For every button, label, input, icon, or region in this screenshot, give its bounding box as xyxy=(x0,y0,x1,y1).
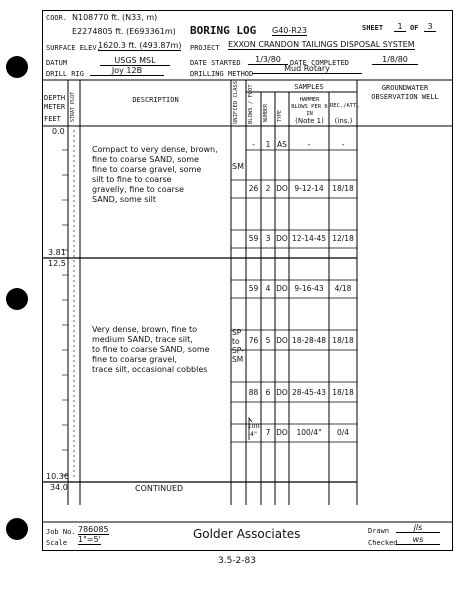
job-no-label: Job No. xyxy=(46,528,76,536)
number-header: NUMBER xyxy=(263,103,269,122)
unified-class-header: UNIFIED CLASS xyxy=(233,80,239,124)
sample-hammer: 100/4" xyxy=(296,428,322,437)
sample-blows: 76 xyxy=(248,336,259,345)
sample-type: DO xyxy=(276,184,288,193)
date-completed-label: DATE COMPLETED xyxy=(290,59,350,67)
layer-2-description: Very dense, brown, fine to medium SAND, trace silt, to fine to coarse SAND, some fine to coarse gravel, trace silt, occasional cobbles xyxy=(92,325,210,374)
checked-by: ws xyxy=(396,535,440,545)
date-completed: 1/8/80 xyxy=(372,55,418,65)
sample-hammer: 28-45-43 xyxy=(291,388,327,397)
depth-bottom-meter: 10.36 xyxy=(46,472,69,481)
depth-top-feet: 0.0 xyxy=(52,127,65,136)
sample-rec: - xyxy=(341,140,345,149)
date-started: 1/3/80 xyxy=(248,55,288,65)
coord-east: E2274805 ft. (E693361m) xyxy=(72,27,176,36)
document-title: BORING LOG xyxy=(190,24,257,37)
sample-number: 2 xyxy=(265,184,271,193)
sheet-label: SHEET xyxy=(362,24,384,32)
strat-plot-header: STRAT PLOT xyxy=(70,91,76,122)
depth-boundary-meter: 3.81 xyxy=(48,248,66,257)
rec-att-header: REC./ATT. xyxy=(330,103,360,109)
scale-label: Scale xyxy=(46,539,68,547)
sample-hammer: - xyxy=(307,140,311,149)
drawn-by: jls xyxy=(396,523,440,533)
sample-rec: 4/18 xyxy=(334,284,352,293)
date-started-label: DATE STARTED xyxy=(190,59,241,67)
sample-blows: 26 xyxy=(248,184,259,193)
layer-1-class: SM xyxy=(232,162,244,171)
sample-rec: 18/18 xyxy=(332,184,354,193)
boring-id: G40-R23 xyxy=(272,26,308,35)
sample-type: DO xyxy=(276,336,288,345)
sample-type: DO xyxy=(276,388,288,397)
scale-value: 1"=5' xyxy=(78,535,101,544)
rec-units: (ins.) xyxy=(334,117,353,125)
sample-type: DO xyxy=(276,234,288,243)
sample-hammer: 9-12-14 xyxy=(294,184,324,193)
sheet-total: 3 xyxy=(424,22,436,32)
hammer-header: HAMMER BLOWS PER 6 IN xyxy=(291,97,328,117)
page-number: 3.5-2-83 xyxy=(218,556,256,566)
sample-blows: 59 xyxy=(248,284,259,293)
drilling-method: Mud Rotary xyxy=(252,64,362,74)
surface-elev-label: SURFACE ELEV. xyxy=(46,44,101,52)
sample-blows: 88 xyxy=(248,388,259,397)
sample-blows: - xyxy=(252,140,255,149)
company-name: Golder Associates xyxy=(193,527,301,541)
sample-hammer: 12-14-45 xyxy=(291,234,327,243)
surface-elevation: 1620.3 ft. (493.87m) xyxy=(98,41,182,50)
blows-foot-header: BLOWS / FOOT xyxy=(248,84,254,124)
sheet-number: 1 xyxy=(394,22,406,32)
drilling-method-label: DRILLING METHOD xyxy=(190,70,254,78)
sample-blows: 59 xyxy=(248,234,259,243)
sample-number: 6 xyxy=(265,388,271,397)
sample-blows: 100 4" xyxy=(247,422,260,438)
drawn-label: Drawn xyxy=(368,527,390,535)
sample-number: 1 xyxy=(265,140,271,149)
datum-value: USGS MSL xyxy=(100,56,170,66)
sample-rec: 18/18 xyxy=(332,336,354,345)
sample-rec: 0/4 xyxy=(336,428,350,437)
drill-rig-label: DRILL RIG xyxy=(46,70,84,78)
samples-header: SAMPLES xyxy=(294,83,324,91)
layer-1-description: Compact to very dense, brown, fine to coarse SAND, some fine to coarse gravel, some silt to fine to coarse gravelly, fine to coarse SAND, some silt xyxy=(92,145,218,204)
sample-type: DO xyxy=(276,428,288,437)
layer-2-class: SP to SP- SM xyxy=(232,328,244,364)
sample-type: DO xyxy=(276,284,288,293)
job-number: 786085 xyxy=(78,525,109,534)
sample-rec: 18/18 xyxy=(332,388,354,397)
depth-feet-header: FEET xyxy=(44,115,61,123)
depth-bottom-feet: 34.0 xyxy=(50,483,68,492)
depth-meter-header: DEPTH METER xyxy=(44,94,66,111)
continued-label: CONTINUED xyxy=(135,484,184,493)
coord-north: N108770 ft. (N33, m) xyxy=(72,13,158,22)
datum-label: DATUM xyxy=(46,59,68,67)
sample-number: 4 xyxy=(265,284,271,293)
type-header: TYPE xyxy=(277,109,283,122)
hammer-note: (Note 1) xyxy=(295,117,324,125)
sample-number: 3 xyxy=(265,234,271,243)
sample-number: 7 xyxy=(265,428,271,437)
sample-hammer: 18-28-48 xyxy=(291,336,327,345)
sample-hammer: 9-16-43 xyxy=(294,284,324,293)
groundwater-header: GROUNDWATER OBSERVATION WELL xyxy=(371,84,439,101)
sheet-of-label: OF xyxy=(410,24,419,32)
sample-rec: 12/18 xyxy=(332,234,354,243)
description-header: DESCRIPTION xyxy=(132,96,179,104)
depth-boundary-feet: 12.5 xyxy=(48,259,66,268)
sample-type: AS xyxy=(277,140,287,149)
project-label: PROJECT xyxy=(190,44,220,52)
drill-rig: Joy 12B xyxy=(90,66,164,76)
coord-label: COOR. xyxy=(46,14,68,22)
sample-number: 5 xyxy=(265,336,271,345)
checked-label: Checked xyxy=(368,539,398,547)
project-name: EXXON CRANDON TAILINGS DISPOSAL SYSTEM xyxy=(228,40,415,49)
